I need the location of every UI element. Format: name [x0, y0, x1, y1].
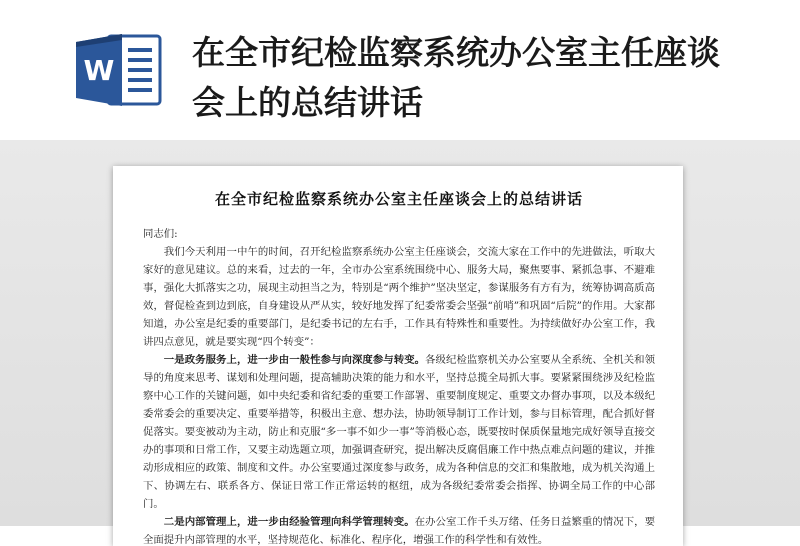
- page-header: [0, 0, 800, 140]
- paragraph-lead: 二是内部管理上，进一步由经验管理向科学管理转变。: [163, 516, 415, 528]
- document-paragraph: [143, 513, 655, 546]
- document-paragraph: [143, 351, 655, 513]
- document-paragraph: [143, 243, 655, 351]
- paragraph-lead: 一是政务服务上，进一步由一般性参与向深度参与转变。: [163, 354, 426, 366]
- word-document-icon: [74, 30, 166, 110]
- paragraph-text: 我们今天利用一中午的时间，召开纪检监察系统办公室主任座谈会，交流大家在工作中的先进做法，听取大家好的意见建议。总的来看，过去的一年，全市办公室系统围绕中心、服务大局，聚焦要事、紧抓急事、不避难事，强化大抓落实之功，展现主动担当之为，特别是“两个维护”坚决坚定，参谋服务有方有为，统筹协调高质高效，督促检查到边到底，自身建设从严从实，较好地发挥了纪委常委会坚强“前哨”和巩固“后院”的作用。大家都知道，办公室是纪委的重要部门，是纪委书记的左右手，工作具有特殊性和重要性。为持续做好办公室工作，我讲四点意见，就是要实现“四个转变”：: [143, 246, 655, 348]
- word-icon-letter: W: [83, 54, 115, 87]
- salutation: 同志们:: [143, 228, 178, 240]
- document-page: [113, 166, 683, 546]
- page-title: 在全市纪检监察系统办公室主任座谈会上的总结讲话: [192, 33, 720, 122]
- document-title: 在全市纪检监察系统办公室主任座谈会上的总结讲话: [214, 190, 583, 208]
- paragraph-text: 在办公室工作千头万绪、任务日益繁重的情况下，要全面提升内部管理的水平，坚持规范化、标准化、程序化，增强工作的科学性和有效性。: [143, 516, 655, 546]
- document-body: [143, 243, 655, 546]
- paragraph-text: 各级纪检监察机关办公室要从全系统、全机关和领导的角度来思考、谋划和处理问题，提高辅助决策的能力和水平，坚持总揽全局抓大事。要紧紧围绕涉及纪检监察中心工作的关键问题，如中央纪委和省纪委的重要工作部署、重要制度规定、重要文办督办事项，以及本级纪委常委会的重要决定、重要举措等，积极出主意、想办法，协助领导制订工作计划，参与目标管理，配合抓好督促落实。要变被动为主动，防止和克服“多一事不如少一事”等消极心态，既要按时保质保量地完成好领导直接交办的事项和日常工作，又要主动选题立项，加强调查研究，提出解决反腐倡廉工作中热点难点问题的建议，并推动形成相应的政策、制度和文件。办公室要通过深度参与政务，成为各种信息的交汇和集散地，成为机关沟通上下、协调左右、联系各方、保证日常工作正常运转的枢纽，成为各级纪委常委会指挥、协调全局工作的中心部门。: [143, 354, 655, 510]
